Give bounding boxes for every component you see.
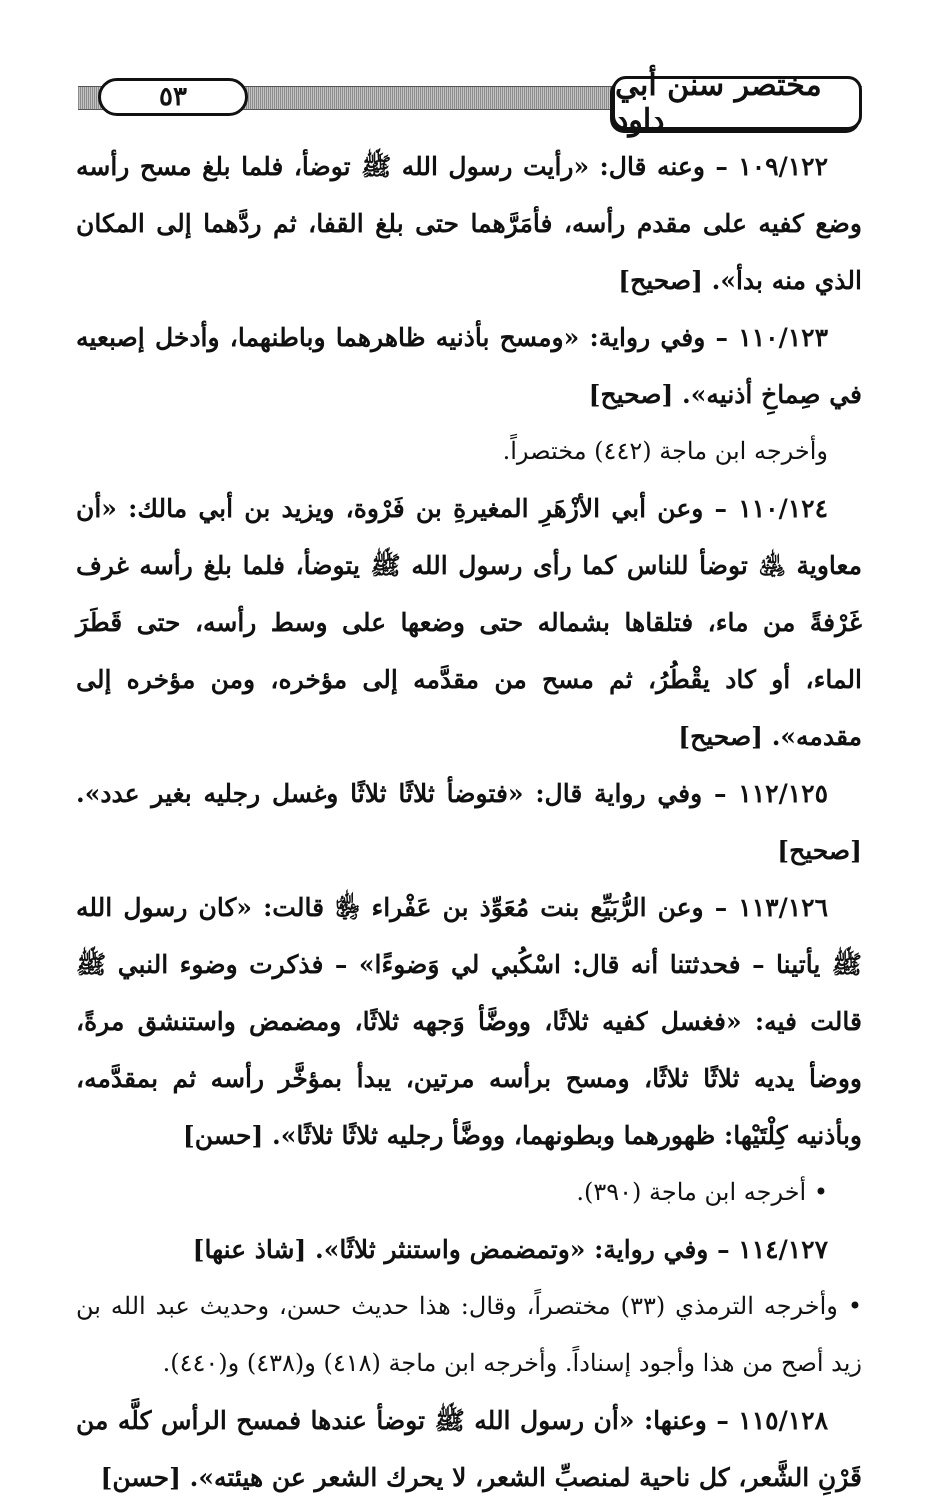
hadith-paragraph: ١٠٩/١٢٢ – وعنه قال: «رأيت رسول الله ﷺ توضأ، فلما بلغ مسح رأسه وضع كفيه على مقدم رأسه، فأمَرَّهما حتى بلغ القفا، ثم ردَّهما إلى المكان الذي منه بدأ». [صحيح] — [76, 152, 862, 295]
hadith-paragraph: ١١٠/١٢٣ – وفي رواية: «ومسح بأذنيه ظاهرهما وباطنهما، وأدخل إصبعيه في صِماخِ أذنيه». [صحيح] — [76, 323, 862, 409]
page-header — [78, 68, 862, 138]
book-title-text: مختصر سنن أبي داود — [615, 68, 822, 138]
takhrij-note: • وأخرجه الترمذي (٣٣) مختصراً، وقال: هذا حديث حسن، وحديث عبد الله بن زيد أصح من هذا وأجود إسناداً. وأخرجه ابن ماجة (٤١٨) و(٤٣٨) و(٤٤٠). — [76, 1292, 863, 1377]
takhrij-note: • أخرجه ابن ماجة (٣٩٠). — [576, 1178, 828, 1206]
book-title-badge — [612, 68, 862, 138]
hadith-paragraph: ١١٠/١٢٤ – وعن أبي الأزْهَرِ المغيرةِ بن فَرْوة، ويزيد بن أبي مالك: «أن معاوية ﵁ توضأ للناس كما رأى رسول الله ﷺ يتوضأ، فلما بلغ رأسه غرف غَرْفةً من ماء، فتلقاها بشماله حتى وضعها على وسط رأسه، حتى قَطَرَ الماء، أو كاد يقْطُرُ، ثم مسح من مقدَّمه إلى مؤخره، ومن مؤخره إلى مقدمه». [صحيح] — [76, 494, 863, 751]
page-body — [76, 138, 862, 1506]
takhrij-note: وأخرجه ابن ماجة (٤٤٢) مختصراً. — [502, 437, 828, 465]
hadith-paragraph: ١١٤/١٢٧ – وفي رواية: «وتمضمض واستنثر ثلاثًا». [شاذ عنها] — [192, 1235, 828, 1264]
page-number — [98, 78, 248, 116]
hadith-paragraph: ١١٥/١٢٨ – وعنها: «أن رسول الله ﷺ توضأ عندها فمسح الرأس كلَّه من قَرْنِ الشَّعر، كل ناحية لمنصبِّ الشعر، لا يحرك الشعر عن هيئته». [حسن] — [76, 1406, 862, 1492]
hadith-paragraph: ١١٣/١٢٦ – وعن الرُّبَيِّع بنت مُعَوِّذ بن عَفْراء ﵂ قالت: «كان رسول الله ﷺ يأتينا – فحدثتنا أنه قال: اسْكُبي لي وَضوءًا» – فذكرت وضوء النبي ﷺ قالت فيه: «فغسل كفيه ثلاثًا، ووضَّأ وَجهه ثلاثًا، ومضمض واستنشق مرةً، ووضأ يديه ثلاثًا ثلاثًا، ومسح برأسه مرتين، يبدأ بمؤخَّر رأسه ثم بمقدَّمه، وبأذنيه كِلْتَيْها: ظهورهما وبطونهما، ووضَّأ رجليه ثلاثًا ثلاثًا». [حسن] — [76, 893, 862, 1150]
hadith-paragraph: ١١٢/١٢٥ – وفي رواية قال: «فتوضأ ثلاثًا ثلاثًا وغسل رجليه بغير عدد». [صحيح] — [76, 779, 862, 865]
page-number-text: ٥٣ — [159, 82, 187, 112]
